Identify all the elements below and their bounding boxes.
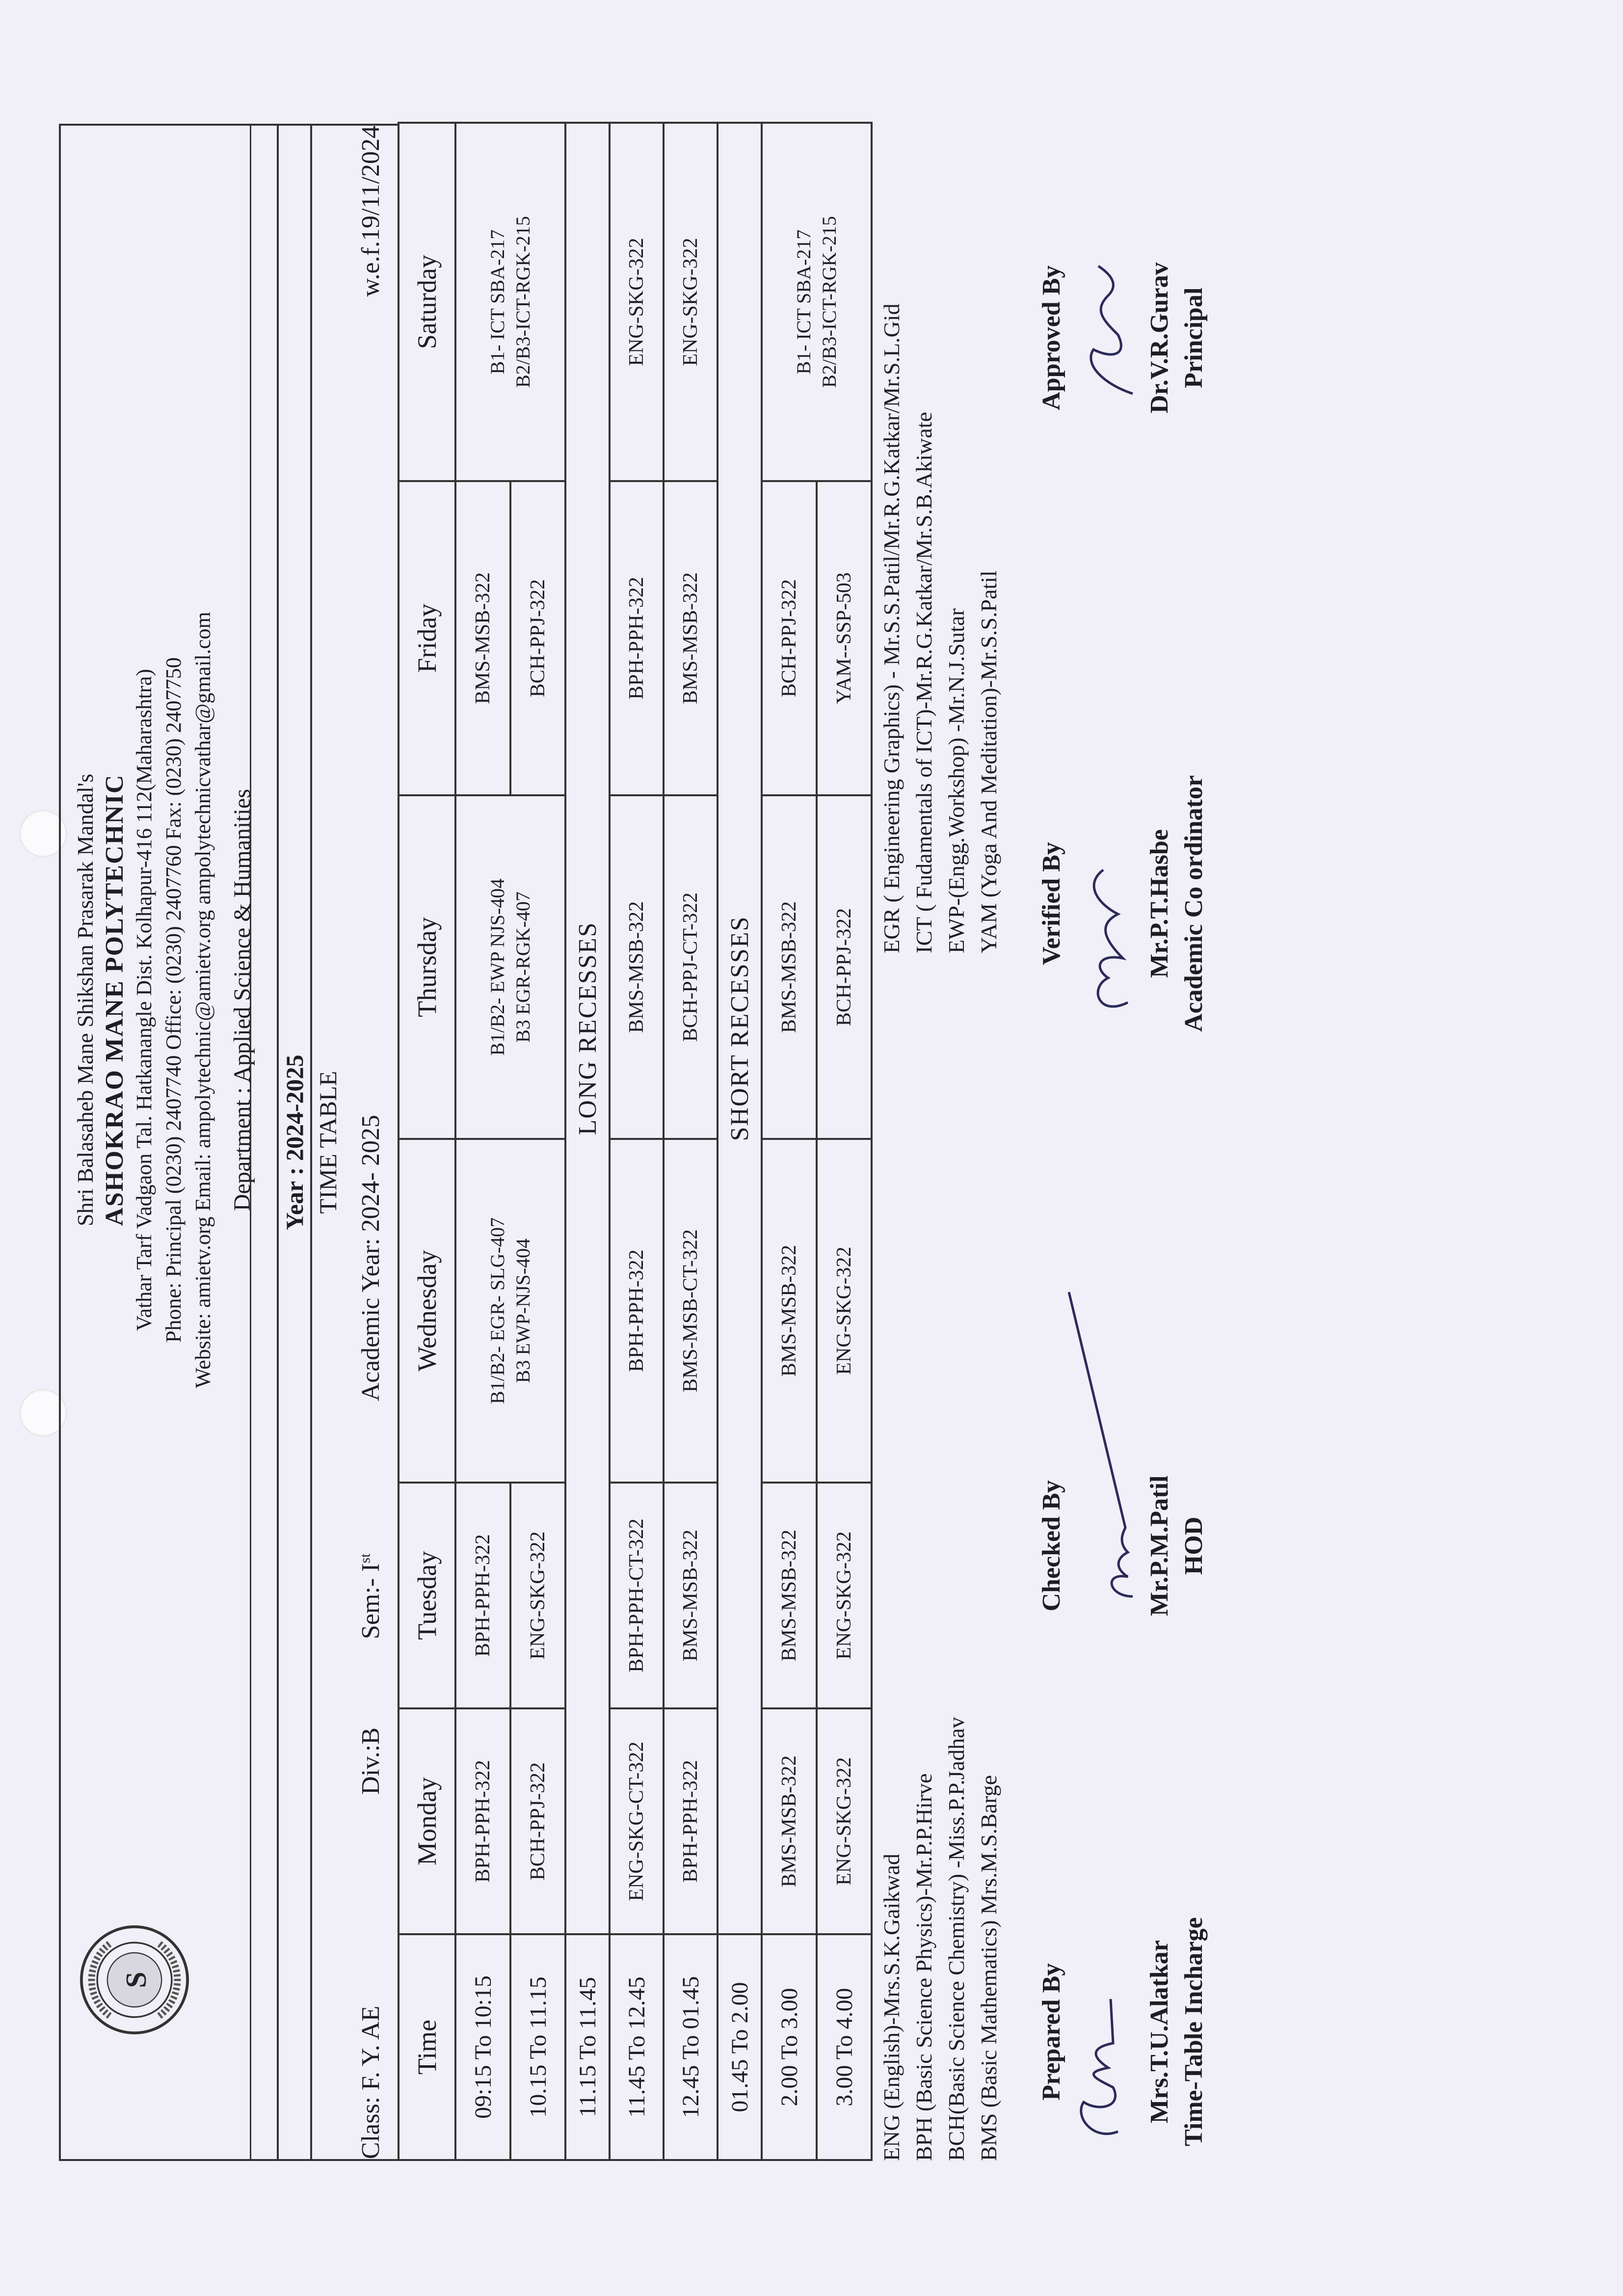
table-cell-merged: B1/B2- EGR- SLG-407 B3 EWP-NJS-404	[455, 1139, 565, 1483]
table-cell: ENG-SKG-322	[817, 1139, 872, 1483]
table-cell: ENG-SKG-322	[817, 1708, 872, 1934]
time-cell: 11.15 To 11.45	[565, 1934, 610, 2160]
legend-item: BCH(Basic Science Chemistry) -Miss.P.P.Jadhav	[944, 1717, 969, 2161]
table-cell: BMS-MSB-322	[762, 1139, 817, 1483]
table-cell: BMS-MSB-322	[610, 795, 664, 1139]
table-cell: BMS-MSB-322	[762, 795, 817, 1139]
time-cell: 11.45 To 12.45	[610, 1934, 664, 2160]
prepared-label: Prepared By	[1038, 1963, 1065, 2101]
time-cell: 09:15 To 10:15	[455, 1934, 510, 2160]
institute-header	[59, 124, 277, 2161]
checked-by	[1035, 1476, 1211, 1616]
short-recess-cell: SHORT RECESSES	[718, 123, 762, 1934]
legend-item: ICT ( Fudamentals of ICT)-Mr.R.G.Katkar/Mr.S.B.Akiwate	[911, 411, 936, 953]
approved-signature	[1064, 256, 1152, 413]
academic-year-label: Academic Year: 2024- 2025	[356, 1114, 385, 1402]
verified-name: Mr.P.T.Hasbe	[1145, 829, 1173, 978]
table-cell: BMS-MSB-322	[455, 481, 510, 795]
legend-left	[876, 1717, 1005, 2161]
year-bar: Year : 2024-2025	[277, 124, 310, 2161]
table-cell: BPH-PPH-322	[664, 1708, 718, 1934]
table-header-row	[399, 123, 455, 2160]
time-cell: 01.45 To 2.00	[718, 1934, 762, 2160]
time-cell: 3.00 To 4.00	[817, 1934, 872, 2160]
table-cell-merged: B1- ICT SBA-217 B2/B3-ICT-RGK-215	[762, 123, 872, 481]
table-cell: BCH-PPJ-CT-322	[664, 795, 718, 1139]
table-cell: BMS-MSB-322	[664, 1483, 718, 1708]
class-info-row	[344, 124, 398, 2161]
subject-legends	[873, 124, 1020, 2161]
table-cell: BCH-PPJ-322	[817, 795, 872, 1139]
verified-role: Academic Co ordinator	[1180, 775, 1208, 1032]
table-cell: BPH-PPH-322	[455, 1483, 510, 1708]
institute-address: Vathar Tarf Vadgaon Tal. Hatkanangle Dist. Kolhapur-416 112(Maharashtra)	[132, 669, 156, 1331]
header-divider	[250, 126, 251, 2159]
table-row-recess	[718, 123, 762, 2160]
checked-name: Mr.P.M.Patil	[1145, 1475, 1173, 1616]
approved-role: Principal	[1180, 287, 1208, 388]
legend-item: ENG (English)-Mrs.S.K.Gaikwad	[879, 1853, 904, 2161]
table-cell: ENG-SKG-CT-322	[610, 1708, 664, 1934]
table-cell: YAM--SSP-503	[817, 481, 872, 795]
prepared-role: Time-Table Incharge	[1180, 1917, 1208, 2146]
legend-item: EWP-(Engg.Workshop) -Mr.N.J.Sutar	[944, 608, 969, 953]
header-wednesday: Wednesday	[399, 1139, 455, 1483]
table-cell-merged: B1/B2- EWP NJS-404 B3 EGR-RGK-407	[455, 795, 565, 1139]
table-cell: BMS-MSB-322	[762, 1483, 817, 1708]
table-cell: ENG-SKG-322	[817, 1483, 872, 1708]
header-tuesday: Tuesday	[399, 1483, 455, 1708]
effective-date: w.e.f.19/11/2024	[356, 126, 385, 297]
table-cell: ENG-SKG-322	[610, 123, 664, 481]
legend-item: BPH (Basic Science Physics)-Mr.P.P.Hirve	[911, 1773, 936, 2161]
prepared-signature	[1064, 1989, 1143, 2146]
legend-right	[876, 303, 1005, 953]
approved-label: Approved By	[1038, 265, 1065, 410]
approved-name: Dr.V.R.Gurav	[1145, 262, 1173, 413]
prepared-name: Mrs.T.U.Alatkar	[1145, 1940, 1173, 2124]
institute-phone: Phone: Principal (0230) 2407740 Office: (0230) 2407760 Fax: (0230) 2407750	[161, 657, 186, 1343]
table-row	[610, 123, 664, 2160]
timetable-sheet	[59, 124, 1295, 2161]
header-saturday: Saturday	[399, 123, 455, 481]
table-cell: BCH-PPJ-322	[510, 481, 565, 795]
table-row	[762, 123, 817, 2160]
table-cell: ENG-SKG-322	[510, 1483, 565, 1708]
verified-label: Verified By	[1038, 842, 1065, 966]
title-bar: TIME TABLE	[310, 124, 344, 2161]
header-thursday: Thursday	[399, 795, 455, 1139]
table-row-recess	[565, 123, 610, 2160]
header-friday: Friday	[399, 481, 455, 795]
verified-signature	[1064, 836, 1152, 1032]
table-cell: BPH-PPH-322	[455, 1708, 510, 1934]
table-cell: ENG-SKG-322	[664, 123, 718, 481]
legend-item: BMS (Basic Mathematics) Mrs.M.S.Barge	[976, 1775, 1001, 2161]
table-cell-merged: B1- ICT SBA-217 B2/B3-ICT-RGK-215	[455, 123, 565, 481]
institute-name: ASHOKRAO MANE POLYTECHNIC	[101, 774, 129, 1226]
trust-name: Shri Balasaheb Mane Shikshan Prasarak Mandal's	[73, 774, 98, 1226]
time-cell: 12.45 To 01.45	[664, 1934, 718, 2160]
signature-block	[1020, 124, 1295, 2161]
verified-by	[1035, 775, 1211, 1032]
institute-website: Website: amietv.org Email: ampolytechnic@amietv.org ampolytechnicvathar@gmail.com	[191, 612, 215, 1388]
long-recess-cell: LONG RECESSES	[565, 123, 610, 1934]
department-name: Department : Applied Science & Humanities	[229, 789, 255, 1211]
prepared-by	[1035, 1917, 1211, 2146]
header-monday: Monday	[399, 1708, 455, 1934]
division-label: Div.:B	[356, 1727, 385, 1795]
approved-by	[1035, 262, 1211, 413]
semester-label: Sem:- Ist	[356, 1553, 385, 1639]
legend-item: YAM (Yoga And Meditation)-Mr.S.S.Patil	[976, 570, 1001, 953]
table-row	[664, 123, 718, 2160]
table-cell: BPH-PPH-CT-322	[610, 1483, 664, 1708]
institute-logo	[78, 1923, 191, 2036]
checked-role: HOD	[1180, 1516, 1208, 1575]
header-time: Time	[399, 1934, 455, 2160]
table-row	[455, 123, 510, 2160]
table-cell: BMS-MSB-322	[762, 1708, 817, 1934]
checked-signature	[1064, 1272, 1162, 1616]
checked-label: Checked By	[1038, 1480, 1065, 1612]
svg-text:S: S	[120, 1972, 152, 1988]
table-cell: BCH-PPJ-322	[510, 1708, 565, 1934]
table-cell: BMS-MSB-CT-322	[664, 1139, 718, 1483]
table-cell: BPH-PPH-322	[610, 1139, 664, 1483]
time-cell: 2.00 To 3.00	[762, 1934, 817, 2160]
table-cell: BMS-MSB-322	[664, 481, 718, 795]
time-cell: 10.15 To 11.15	[510, 1934, 565, 2160]
legend-item: EGR ( Engineering Graphics) - Mr.S.S.Patil/Mr.R.G.Katkar/Mr.S.L.Gid	[879, 303, 904, 953]
class-label: Class: F. Y. AE	[356, 2005, 385, 2159]
table-cell: BCH-PPJ-322	[762, 481, 817, 795]
timetable	[398, 122, 873, 2161]
table-cell: BPH-PPH-322	[610, 481, 664, 795]
